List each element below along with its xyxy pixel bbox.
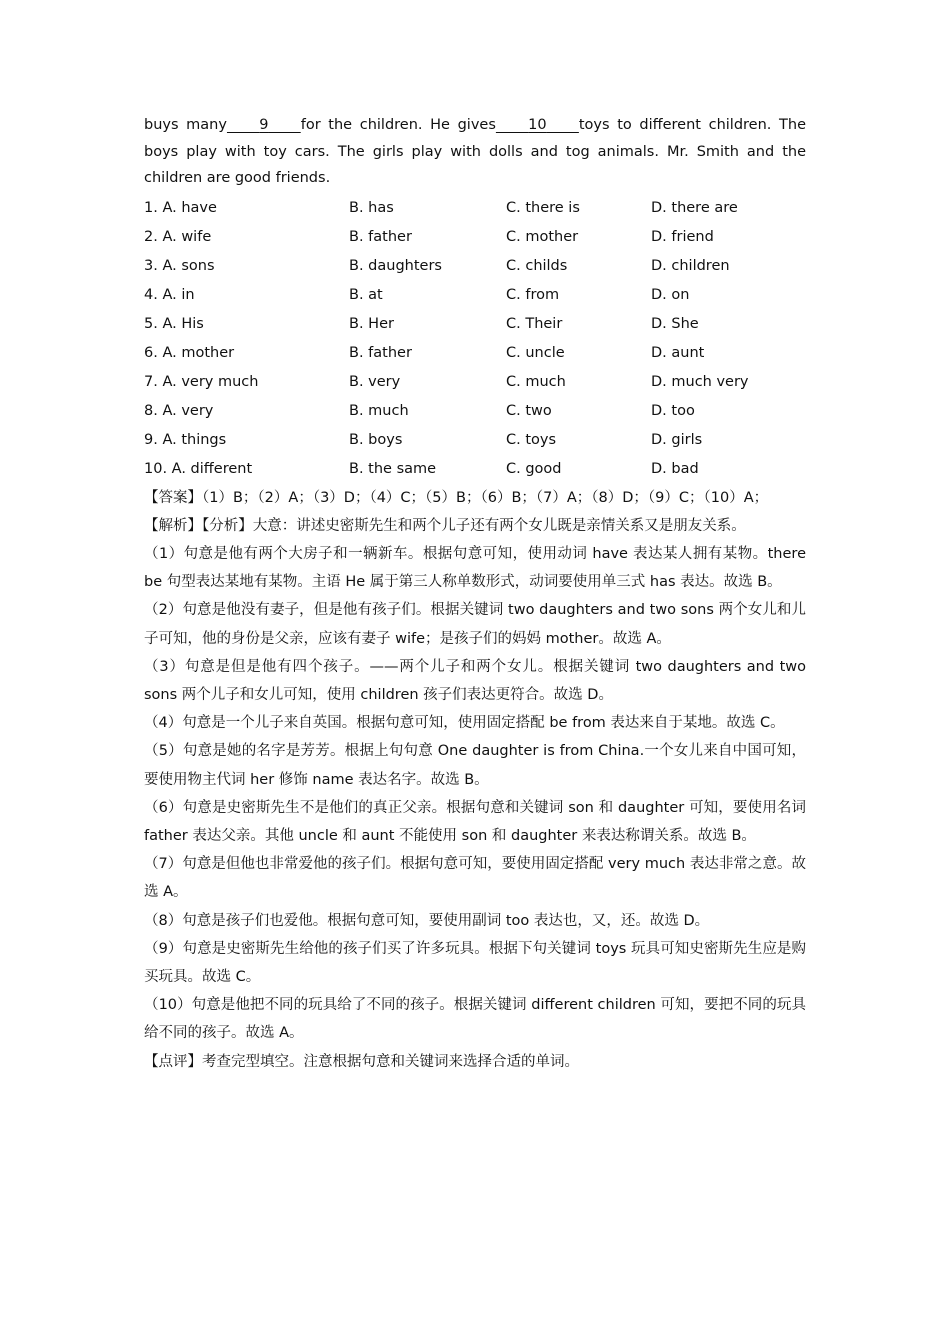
option-row: 8. A. very B. much C. two D. too bbox=[144, 403, 695, 419]
explanation-4: （4）句意是一个儿子来自英国。根据句意可知，使用固定搭配 be from 表达来自于某地。故选 C。 bbox=[144, 715, 785, 732]
explanation-3: （3）句意是但是他有四个孩子。——两个儿子和两个女儿。根据关键词 two daughters and two sons 两个儿子和女儿可知，使用 children 孩子们表达更符合。故选 D。 bbox=[144, 658, 806, 703]
option-row: 4. A. in B. at C. from D. on bbox=[144, 287, 690, 303]
option-row: 7. A. very much B. very C. much D. much very bbox=[144, 374, 749, 390]
answer-key: 【答案】（1）B；（2）A；（3）D；（4）C；（5）B；（6）B；（7）A；（8）D；（9）C；（10）A； bbox=[144, 489, 769, 506]
answer-section bbox=[144, 484, 806, 1076]
analysis-intro: 【解析】【分析】大意：讲述史密斯先生和两个儿子还有两个女儿既是亲情关系又是朋友关系。 bbox=[144, 517, 746, 534]
passage-paragraph bbox=[144, 112, 806, 192]
passage-text-3: toys to different children. The boys play with toy cars. The girls play with dolls and tog animals. Mr. Smith and the children are good friends. bbox=[144, 117, 806, 186]
explanation-9: （9）句意是史密斯先生给他的孩子们买了许多玩具。根据下句关键词 toys 玩具可知史密斯先生应是购买玩具。故选 C。 bbox=[144, 940, 806, 985]
explanation-8: （8）句意是孩子们也爱他。根据句意可知，要使用副词 too 表达也，又，还。故选 D。 bbox=[144, 912, 710, 929]
passage-text-2: for the children. He gives bbox=[300, 117, 496, 133]
option-row: 9. A. things B. boys C. toys D. girls bbox=[144, 432, 703, 448]
explanation-5: （5）句意是她的名字是芳芳。根据上句句意 One daughter is from China.一个女儿来自中国可知，要使用物主代词 her 修饰 name 表达名字。故选 B。 bbox=[144, 743, 806, 788]
passage-text-1: buys many bbox=[144, 117, 227, 133]
option-row: 5. A. His B. Her C. Their D. She bbox=[144, 316, 699, 332]
explanation-7: （7）句意是但他也非常爱他的孩子们。根据句意可知，要使用固定搭配 very much 表达非常之意。故选 A。 bbox=[144, 856, 806, 901]
explanation-1: （1）句意是他有两个大房子和一辆新车。根据句意可知，使用动词 have 表达某人拥有某物。there be 句型表达某地有某物。主语 He 属于第三人称单数形式，动词要使用单三式 has 表达。故选 B。 bbox=[144, 545, 806, 591]
option-row: 10. A. different B. the same C. good D. bad bbox=[144, 461, 699, 477]
option-row: 6. A. mother B. father C. uncle D. aunt bbox=[144, 345, 705, 361]
options-list bbox=[144, 194, 806, 484]
document-page bbox=[144, 112, 806, 1076]
option-row: 1. A. have B. has C. there is D. there are bbox=[144, 200, 738, 216]
comment: 【点评】考查完型填空。注意根据句意和关键词来选择合适的单词。 bbox=[144, 1053, 579, 1070]
explanation-2: （2）句意是他没有妻子，但是他有孩子们。根据关键词 two daughters and two sons 两个女儿和儿子可知，他的身份是父亲，应该有妻子 wife；是孩子们的妈妈 mother。故选 A。 bbox=[144, 602, 806, 647]
blank-10: 10 bbox=[528, 117, 547, 133]
blank-9: 9 bbox=[259, 117, 269, 133]
explanation-10: （10）句意是他把不同的玩具给了不同的孩子。根据关键词 different children 可知，要把不同的玩具给不同的孩子。故选 A。 bbox=[144, 997, 806, 1042]
option-row: 3. A. sons B. daughters C. childs D. children bbox=[144, 258, 730, 274]
option-row: 2. A. wife B. father C. mother D. friend bbox=[144, 229, 714, 245]
explanation-6: （6）句意是史密斯先生不是他们的真正父亲。根据句意和关键词 son 和 daughter 可知，要使用名词 father 表达父亲。其他 uncle 和 aunt 不能使用 son 和 daughter 来表达称谓关系。故选 B。 bbox=[144, 799, 806, 844]
